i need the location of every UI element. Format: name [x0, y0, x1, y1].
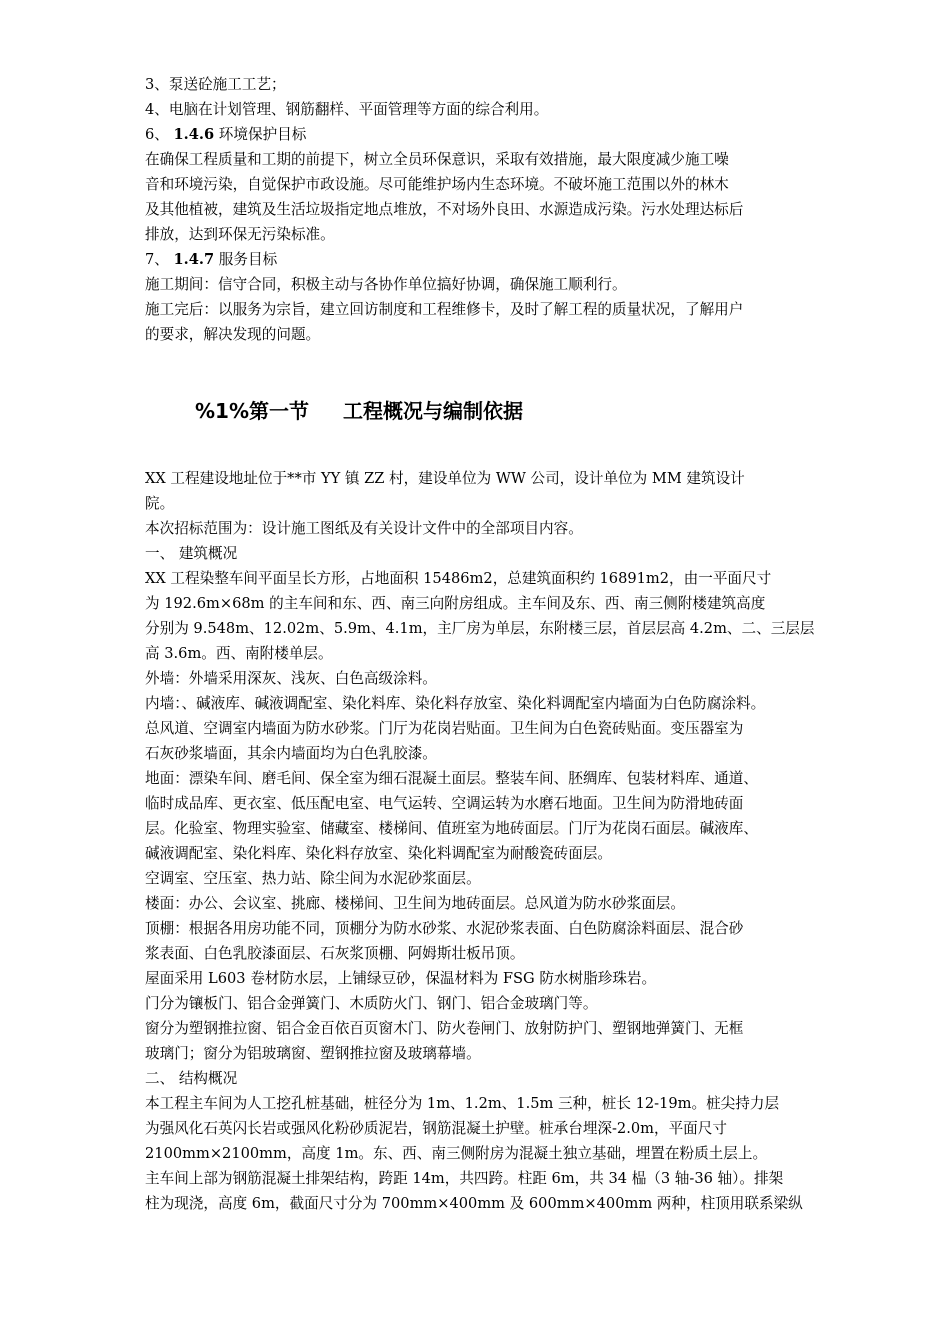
text-line: 外墙：外墙采用深灰、浅灰、白色高级涂料。	[145, 670, 437, 687]
text-line: 总风道、空调室内墙面为防水砂浆。门厅为花岗岩贴面。卫生间为白色瓷砖贴面。变压器室为	[145, 720, 744, 737]
text-line: 碱液调配室、染化料库、染化料存放室、染化料调配室为耐酸瓷砖面层。	[145, 845, 613, 862]
text-line: 排放，达到环保无污染标准。	[145, 226, 335, 243]
text-line: 楼面：办公、会议室、挑廊、楼梯间、卫生间为地砖面层。总风道为防水砂浆面层。	[145, 895, 685, 912]
subheading-structure: 二、 结构概况	[145, 1070, 238, 1087]
text-line: 2100mm×2100mm，高度 1m。东、西、南三侧附房为混凝土独立基础，埋置在粉质土层上。	[145, 1145, 768, 1162]
subheading-prefix: 7、	[145, 251, 174, 268]
document-page	[145, 72, 813, 1216]
text-line: 4、电脑在计划管理、钢筋翻样、平面管理等方面的综合利用。	[145, 101, 549, 118]
text-line: XX 工程染整车间平面呈长方形，占地面积 15486m2，总建筑面积约 16891m2，由一平面尺寸	[145, 570, 772, 587]
section-title-text: 工程概况与编制依据	[343, 399, 523, 423]
subheading-architecture: 一、 建筑概况	[145, 545, 238, 562]
text-line: 本次招标范围为：设计施工图纸及有关设计文件中的全部项目内容。	[145, 520, 583, 537]
text-line: 石灰砂浆墙面，其余内墙面均为白色乳胶漆。	[145, 745, 437, 762]
text-line: 3、泵送砼施工工艺；	[145, 76, 286, 93]
section-title	[145, 396, 813, 426]
subheading-number: 1.4.7	[173, 251, 215, 268]
text-line: 为 192.6m×68m 的主车间和东、西、南三向附房组成。主车间及东、西、南三侧附楼建筑高度	[145, 595, 766, 612]
text-line: XX 工程建设地址位于**市 YY 镇 ZZ 村，建设单位为 WW 公司，设计单位为 MM 建筑设计	[145, 470, 745, 487]
text-line: 音和环境污染，自觉保护市政设施。尽可能维护场内生态环境。不破坏施工范围以外的林木	[145, 176, 729, 193]
text-line: 屋面采用 L603 卷材防水层，上铺绿豆砂，保温材料为 FSG 防水树脂珍珠岩。	[145, 970, 657, 987]
text-line: 在确保工程质量和工期的前提下，树立全员环保意识，采取有效措施，最大限度减少施工噪	[145, 151, 729, 168]
text-line: 层。化验室、物理实验室、储藏室、楼梯间、值班室为地砖面层。门厅为花岗石面层。碱液库、	[145, 820, 758, 837]
subheading-prefix: 6、	[145, 126, 174, 143]
text-line: 分别为 9.548m、12.02m、5.9m、4.1m，主厂房为单层，东附楼三层，首层层高 4.2m、二、三层层	[145, 620, 815, 637]
text-line: 为强风化石英闪长岩或强风化粉砂质泥岩，钢筋混凝土护壁。桩承台埋深-2.0m，平面尺寸	[145, 1120, 727, 1137]
subheading-label: 环境保护目标	[214, 126, 307, 143]
text-line: 主车间上部为钢筋混凝土排架结构，跨距 14m，共四跨。柱距 6m，共 34 榀（3 轴-36 轴）。排架	[145, 1170, 784, 1187]
section-number: %1%第一节	[195, 399, 309, 423]
text-line: 柱为现浇，高度 6m，截面尺寸分为 700mm×400mm 及 600mm×400mm 两种，柱顶用联系梁纵	[145, 1195, 803, 1212]
text-line: 院。	[145, 495, 175, 512]
text-line: 及其他植被，建筑及生活垃圾指定地点堆放，不对场外良田、水源造成污染。污水处理达标后	[145, 201, 744, 218]
text-line: 临时成品库、更衣室、低压配电室、电气运转、空调运转为水磨石地面。卫生间为防滑地砖面	[145, 795, 744, 812]
text-line: 玻璃门；窗分为铝玻璃窗、塑钢推拉窗及玻璃幕墙。	[145, 1045, 481, 1062]
text-line: 本工程主车间为人工挖孔桩基础，桩径分为 1m、1.2m、1.5m 三种，桩长 12-19m。桩尖持力层	[145, 1095, 780, 1112]
text-line: 的要求，解决发现的问题。	[145, 326, 321, 343]
text-line: 窗分为塑钢推拉窗、铝合金百依百页窗木门、防火卷闸门、放射防护门、塑钢地弹簧门、无框	[145, 1020, 744, 1037]
text-line: 门分为镶板门、铝合金弹簧门、木质防火门、钢门、铝合金玻璃门等。	[145, 995, 598, 1012]
text-line: 施工完后：以服务为宗旨，建立回访制度和工程维修卡，及时了解工程的质量状况，了解用户	[145, 301, 744, 318]
text-line: 空调室、空压室、热力站、除尘间为水泥砂浆面层。	[145, 870, 481, 887]
text-line: 内墙：、碱液库、碱液调配室、染化料库、染化料存放室、染化料调配室内墙面为白色防腐涂料。	[145, 695, 766, 712]
text-line: 高 3.6m。西、南附楼单层。	[145, 645, 333, 662]
subheading-number: 1.4.6	[173, 126, 215, 143]
subheading-service	[145, 247, 813, 272]
text-line: 地面：漂染车间、磨毛间、保全室为细石混凝土面层。整装车间、胚绸库、包装材料库、通道、	[145, 770, 758, 787]
subheading-label: 服务目标	[214, 251, 278, 268]
subheading-env	[145, 122, 813, 147]
text-line: 顶棚：根据各用房功能不同，顶棚分为防水砂浆、水泥砂浆表面、白色防腐涂料面层、混合砂	[145, 920, 744, 937]
text-line: 浆表面、白色乳胶漆面层、石灰浆顶棚、阿姆斯壮板吊顶。	[145, 945, 525, 962]
text-line: 施工期间：信守合同，积极主动与各协作单位搞好协调，确保施工顺利行。	[145, 276, 627, 293]
